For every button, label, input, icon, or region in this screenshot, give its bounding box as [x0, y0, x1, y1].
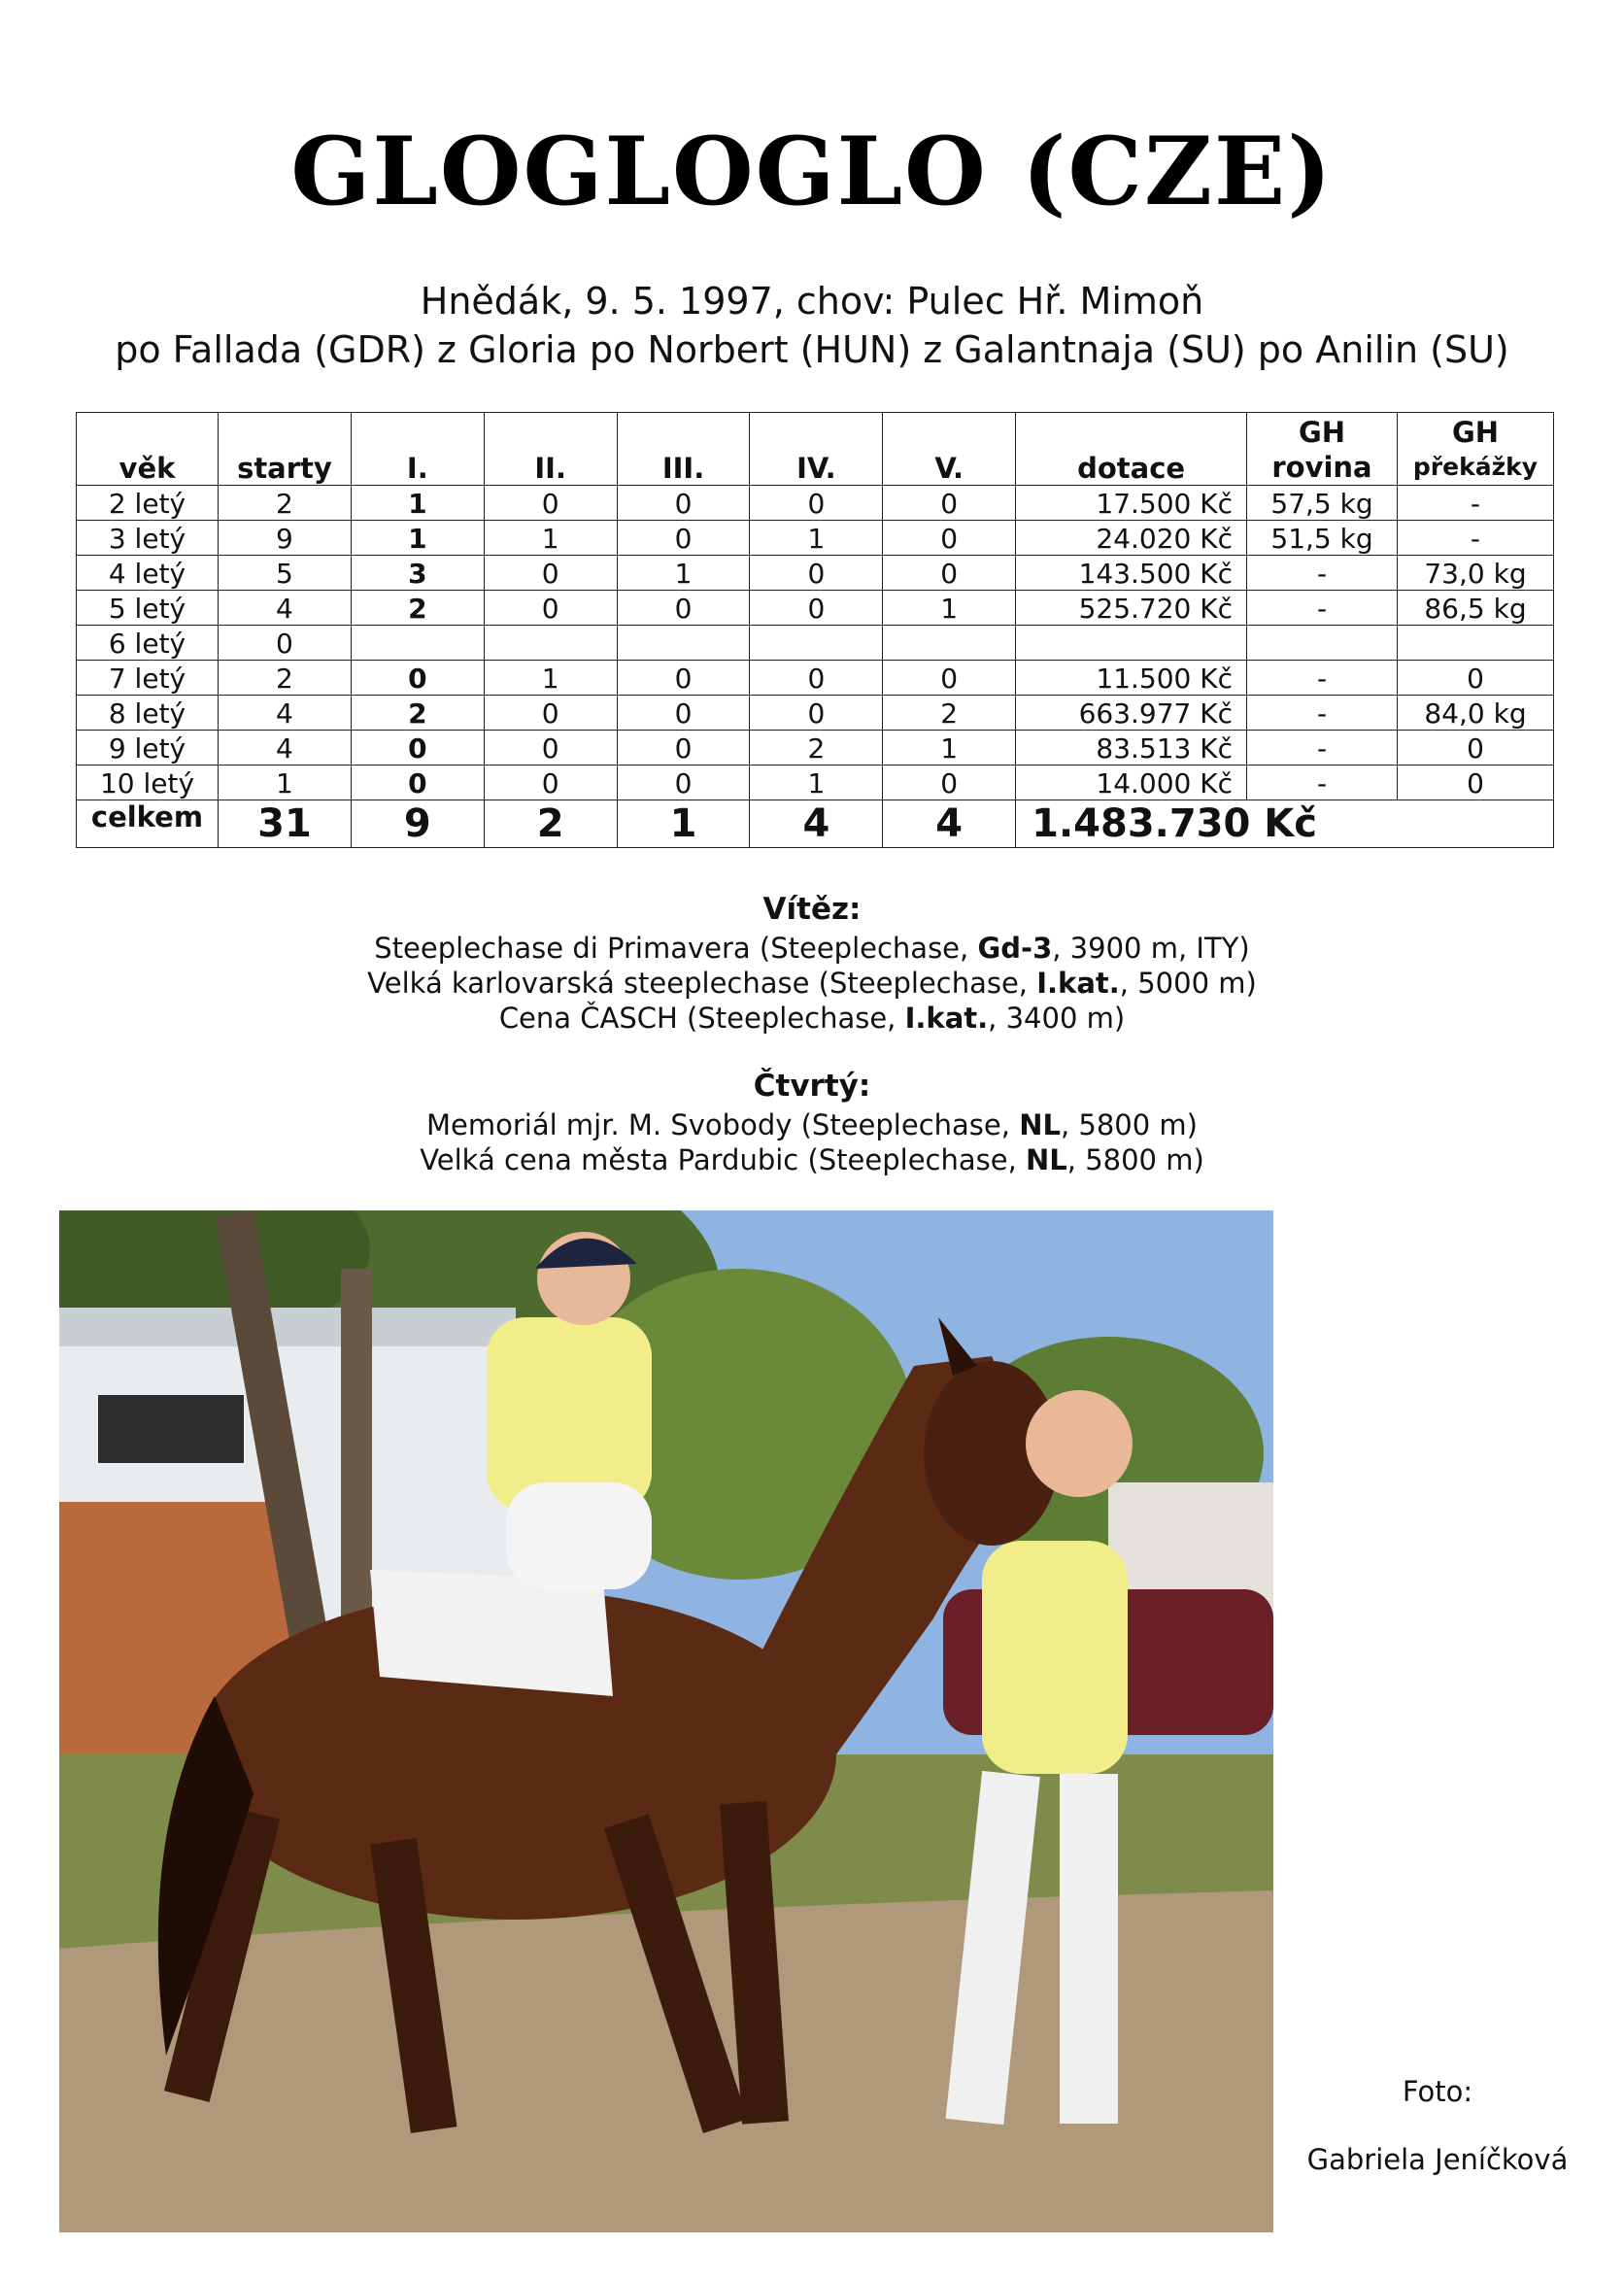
cell-fourth: 0	[750, 556, 883, 591]
table-row	[77, 591, 1554, 626]
cell-gh-jump: 0	[1397, 661, 1553, 696]
cell-starts: 4	[218, 731, 351, 766]
cell-gh-jump: -	[1397, 486, 1553, 521]
table-row	[77, 766, 1554, 800]
cell-fifth: 0	[883, 766, 1016, 800]
cell-fourth: 1	[750, 521, 883, 556]
cell-first: 0	[351, 661, 484, 696]
cell-first: 3	[351, 556, 484, 591]
cell-starts: 0	[218, 626, 351, 661]
race-line	[0, 931, 1624, 966]
total-prize: 1.483.730 Kč	[1016, 800, 1398, 848]
header-gh-flat-bottom: rovina	[1271, 451, 1372, 484]
cell-age: 5 letý	[77, 591, 219, 626]
cell-second: 0	[484, 696, 617, 731]
cell-gh-jump: -	[1397, 521, 1553, 556]
race-line	[0, 1001, 1624, 1036]
cell-fourth: 1	[750, 766, 883, 800]
cell-gh-flat: -	[1247, 731, 1398, 766]
cell-age: 7 letý	[77, 661, 219, 696]
cell-age: 3 letý	[77, 521, 219, 556]
header-gh-flat	[1247, 413, 1398, 486]
race-text: , 5800 m)	[1060, 1108, 1198, 1141]
cell-first: 1	[351, 521, 484, 556]
race-category: I.kat.	[1036, 967, 1120, 1000]
winner-race-list	[0, 931, 1624, 1036]
table-row	[77, 486, 1554, 521]
cell-fifth: 1	[883, 731, 1016, 766]
cell-fourth: 0	[750, 696, 883, 731]
race-text: , 5800 m)	[1066, 1143, 1204, 1176]
race-statistics-table	[76, 412, 1554, 848]
header-gh-flat-top: GH	[1298, 416, 1346, 449]
cell-age: 9 letý	[77, 731, 219, 766]
pedigree-line: po Fallada (GDR) z Gloria po Norbert (HUN) z Galantnaja (SU) po Anilin (SU)	[115, 328, 1509, 371]
total-starts: 31	[218, 800, 351, 848]
race-text: Cena ČASCH (Steeplechase,	[498, 1002, 905, 1035]
cell-age: 4 letý	[77, 556, 219, 591]
race-text: Memoriál mjr. M. Svobody (Steeplechase,	[426, 1108, 1020, 1141]
cell-fifth: 0	[883, 486, 1016, 521]
total-second: 2	[484, 800, 617, 848]
cell-prize: 24.020 Kč	[1016, 521, 1247, 556]
cell-prize: 663.977 Kč	[1016, 696, 1247, 731]
cell-starts: 5	[218, 556, 351, 591]
cell-fourth: 0	[750, 591, 883, 626]
winner-section	[0, 892, 1624, 1036]
cell-gh-jump: 84,0 kg	[1397, 696, 1553, 731]
cell-gh-flat: -	[1247, 696, 1398, 731]
total-fifth: 4	[883, 800, 1016, 848]
cell-gh-flat: -	[1247, 661, 1398, 696]
race-text: , 3900 m, ITY)	[1052, 932, 1250, 965]
cell-gh-flat: -	[1247, 766, 1398, 800]
cell-fifth: 0	[883, 521, 1016, 556]
cell-third	[617, 626, 750, 661]
total-first: 9	[351, 800, 484, 848]
race-line	[0, 1142, 1624, 1177]
cell-age: 2 letý	[77, 486, 219, 521]
cell-prize: 525.720 Kč	[1016, 591, 1247, 626]
cell-fifth: 2	[883, 696, 1016, 731]
cell-fifth	[883, 626, 1016, 661]
total-label: celkem	[77, 800, 219, 848]
header-fifth: V.	[883, 413, 1016, 486]
race-line	[0, 966, 1624, 1001]
cell-first: 1	[351, 486, 484, 521]
cell-age: 8 letý	[77, 696, 219, 731]
table-row	[77, 521, 1554, 556]
cell-gh-jump: 0	[1397, 766, 1553, 800]
table-row	[77, 661, 1554, 696]
header-first: I.	[351, 413, 484, 486]
cell-third: 1	[617, 556, 750, 591]
photo-credit-name: Gabriela Jeníčková	[1306, 2143, 1569, 2176]
race-category: NL	[1019, 1108, 1061, 1141]
table-row	[77, 626, 1554, 661]
race-category: I.kat.	[904, 1002, 989, 1035]
race-category: Gd-3	[977, 932, 1053, 965]
cell-gh-flat: 57,5 kg	[1247, 486, 1398, 521]
header-third: III.	[617, 413, 750, 486]
table-row	[77, 696, 1554, 731]
total-third: 1	[617, 800, 750, 848]
cell-gh-jump: 0	[1397, 731, 1553, 766]
photo-credit-label: Foto:	[1402, 2075, 1473, 2108]
header-gh-jump-top: GH	[1451, 416, 1500, 449]
cell-prize: 17.500 Kč	[1016, 486, 1247, 521]
table-row	[77, 556, 1554, 591]
cell-first	[351, 626, 484, 661]
cell-third: 0	[617, 521, 750, 556]
cell-first: 2	[351, 591, 484, 626]
horse-photo	[59, 1210, 1273, 2232]
race-text: Velká karlovarská steeplechase (Steeplechase,	[367, 967, 1037, 1000]
cell-first: 2	[351, 696, 484, 731]
cell-second: 0	[484, 486, 617, 521]
header-gh-jump-bottom: překážky	[1412, 453, 1539, 481]
cell-second: 0	[484, 556, 617, 591]
cell-prize: 143.500 Kč	[1016, 556, 1247, 591]
cell-starts: 4	[218, 696, 351, 731]
fourth-race-list	[0, 1107, 1624, 1177]
race-text: Steeplechase di Primavera (Steeplechase,	[374, 932, 978, 965]
cell-age: 10 letý	[77, 766, 219, 800]
header-gh-jump	[1397, 413, 1553, 486]
fourth-section	[0, 1069, 1624, 1177]
cell-prize	[1016, 626, 1247, 661]
cell-gh-jump	[1397, 626, 1553, 661]
race-text: Velká cena města Pardubic (Steeplechase,	[420, 1143, 1027, 1176]
header-second: II.	[484, 413, 617, 486]
horse-details: Hnědák, 9. 5. 1997, chov: Pulec Hř. Mimoň	[420, 280, 1204, 323]
race-line	[0, 1107, 1624, 1142]
race-category: NL	[1026, 1143, 1067, 1176]
cell-fourth: 0	[750, 486, 883, 521]
cell-prize: 83.513 Kč	[1016, 731, 1247, 766]
cell-third: 0	[617, 731, 750, 766]
winner-heading: Vítěz:	[762, 892, 862, 927]
cell-starts: 2	[218, 661, 351, 696]
cell-second	[484, 626, 617, 661]
cell-second: 1	[484, 661, 617, 696]
header-starts: starty	[218, 413, 351, 486]
cell-second: 0	[484, 766, 617, 800]
cell-gh-flat: 51,5 kg	[1247, 521, 1398, 556]
header-prize: dotace	[1016, 413, 1247, 486]
header-fourth: IV.	[750, 413, 883, 486]
cell-first: 0	[351, 731, 484, 766]
header-age: věk	[77, 413, 219, 486]
cell-starts: 9	[218, 521, 351, 556]
cell-third: 0	[617, 486, 750, 521]
race-text: , 5000 m)	[1119, 967, 1257, 1000]
horse-photo-illustration	[59, 1210, 1273, 2232]
total-empty-cell	[1397, 800, 1553, 848]
cell-second: 0	[484, 731, 617, 766]
cell-first: 0	[351, 766, 484, 800]
cell-fifth: 1	[883, 591, 1016, 626]
cell-third: 0	[617, 591, 750, 626]
cell-starts: 2	[218, 486, 351, 521]
cell-prize: 11.500 Kč	[1016, 661, 1247, 696]
table-row	[77, 731, 1554, 766]
table-header-row	[77, 413, 1554, 486]
cell-third: 0	[617, 696, 750, 731]
race-text: , 3400 m)	[988, 1002, 1126, 1035]
cell-age: 6 letý	[77, 626, 219, 661]
cell-fourth: 0	[750, 661, 883, 696]
cell-fourth	[750, 626, 883, 661]
cell-fifth: 0	[883, 556, 1016, 591]
cell-starts: 4	[218, 591, 351, 626]
cell-second: 0	[484, 591, 617, 626]
cell-gh-flat: -	[1247, 591, 1398, 626]
cell-fourth: 2	[750, 731, 883, 766]
cell-gh-jump: 73,0 kg	[1397, 556, 1553, 591]
page-title: GLOGLOGLO (CZE)	[290, 117, 1334, 226]
cell-third: 0	[617, 766, 750, 800]
total-fourth: 4	[750, 800, 883, 848]
cell-second: 1	[484, 521, 617, 556]
cell-gh-jump: 86,5 kg	[1397, 591, 1553, 626]
cell-fifth: 0	[883, 661, 1016, 696]
cell-gh-flat: -	[1247, 556, 1398, 591]
cell-prize: 14.000 Kč	[1016, 766, 1247, 800]
cell-third: 0	[617, 661, 750, 696]
fourth-heading: Čtvrtý:	[753, 1069, 871, 1104]
table-total-row	[77, 800, 1554, 848]
cell-starts: 1	[218, 766, 351, 800]
cell-gh-flat	[1247, 626, 1398, 661]
